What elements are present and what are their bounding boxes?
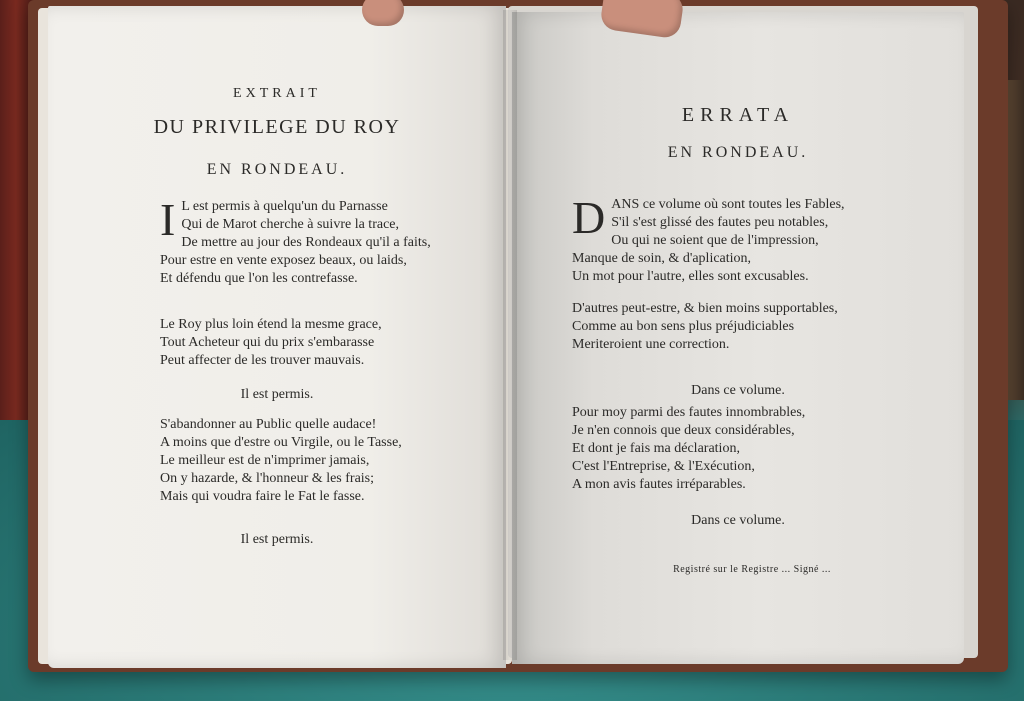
right-verse-line: Un mot pour l'autre, elles sont excusables.	[572, 269, 809, 284]
right-verse-line: ANS ce volume où sont toutes les Fables,	[611, 197, 845, 212]
left-page	[48, 6, 506, 668]
right-verse-line: Manque de soin, & d'aplication,	[572, 251, 752, 266]
right-verse-line: S'il s'est glissé des fautes peu notables,	[611, 215, 829, 230]
right-verse-line: C'est l'Entreprise, & l'Exécution,	[572, 459, 755, 474]
right-verse-line: D'autres peut-estre, & bien moins supportables,	[572, 301, 838, 316]
left-verse-line: Qui de Marot cherche à suivre la trace,	[181, 217, 399, 232]
colophon-text: Registré sur le Registre ... Signé ...	[673, 564, 831, 575]
left-finger	[362, 0, 404, 26]
right-verse-line: A mon avis fautes irréparables.	[572, 477, 746, 492]
left-kicker: EXTRAIT	[233, 86, 321, 101]
right-verse-block-2	[572, 300, 942, 354]
left-verse-line: Et défendu que l'on les contrefasse.	[160, 271, 358, 286]
left-verse-line: Le Roy plus loin étend la mesme grace,	[160, 317, 382, 332]
right-refrain-2: Dans ce volume.	[691, 513, 785, 528]
right-verse-line: Ou qui ne soient que de l'impression,	[611, 233, 819, 248]
left-verse-line: Mais qui voudra faire le Fat le fasse.	[160, 489, 365, 504]
left-verse-block-1	[160, 194, 506, 288]
left-dropcap: I	[160, 194, 176, 245]
left-refrain-1: Il est permis.	[240, 387, 314, 402]
left-verse-line: L est permis à quelqu'un du Parnasse	[181, 199, 388, 214]
left-verse-line: Tout Acheteur qui du prix s'embarasse	[160, 335, 375, 350]
right-verse-block-1	[572, 192, 942, 286]
left-verse-line: De mettre au jour des Rondeaux qu'il a faits,	[181, 235, 431, 250]
right-subtitle: EN RONDEAU.	[667, 144, 809, 161]
left-subtitle: EN RONDEAU.	[206, 161, 348, 178]
left-verse-block-2	[160, 316, 506, 370]
right-verse-line: Et dont je fais ma déclaration,	[572, 441, 740, 456]
right-verse-line: Pour moy parmi des fautes innombrables,	[572, 405, 806, 420]
book-gutter	[503, 10, 517, 660]
left-verse-line: On y hazarde, & l'honneur & les frais;	[160, 471, 375, 486]
left-verse-block-3	[160, 416, 506, 506]
right-verse-line: Meriteroient une correction.	[572, 337, 730, 352]
left-verse-line: Peut affecter de les trouver mauvais.	[160, 353, 365, 368]
right-verse-line: Je n'en connois que deux considérables,	[572, 423, 795, 438]
right-verse-line: Comme au bon sens plus préjudiciables	[572, 319, 795, 334]
right-page	[512, 12, 964, 664]
right-refrain-1: Dans ce volume.	[691, 383, 785, 398]
right-title: ERRATA	[681, 104, 795, 126]
left-verse-line: A moins que d'estre ou Virgile, ou le Tasse,	[160, 435, 402, 450]
left-refrain-2: Il est permis.	[240, 532, 314, 547]
left-verse-line: Pour estre en vente exposez beaux, ou laids,	[160, 253, 407, 268]
left-verse-line: Le meilleur est de n'imprimer jamais,	[160, 453, 370, 468]
left-title: DU PRIVILEGE DU ROY	[153, 116, 401, 138]
right-dropcap: D	[572, 192, 606, 243]
left-verse-line: S'abandonner au Public quelle audace!	[160, 417, 377, 432]
right-verse-block-3	[572, 404, 942, 494]
